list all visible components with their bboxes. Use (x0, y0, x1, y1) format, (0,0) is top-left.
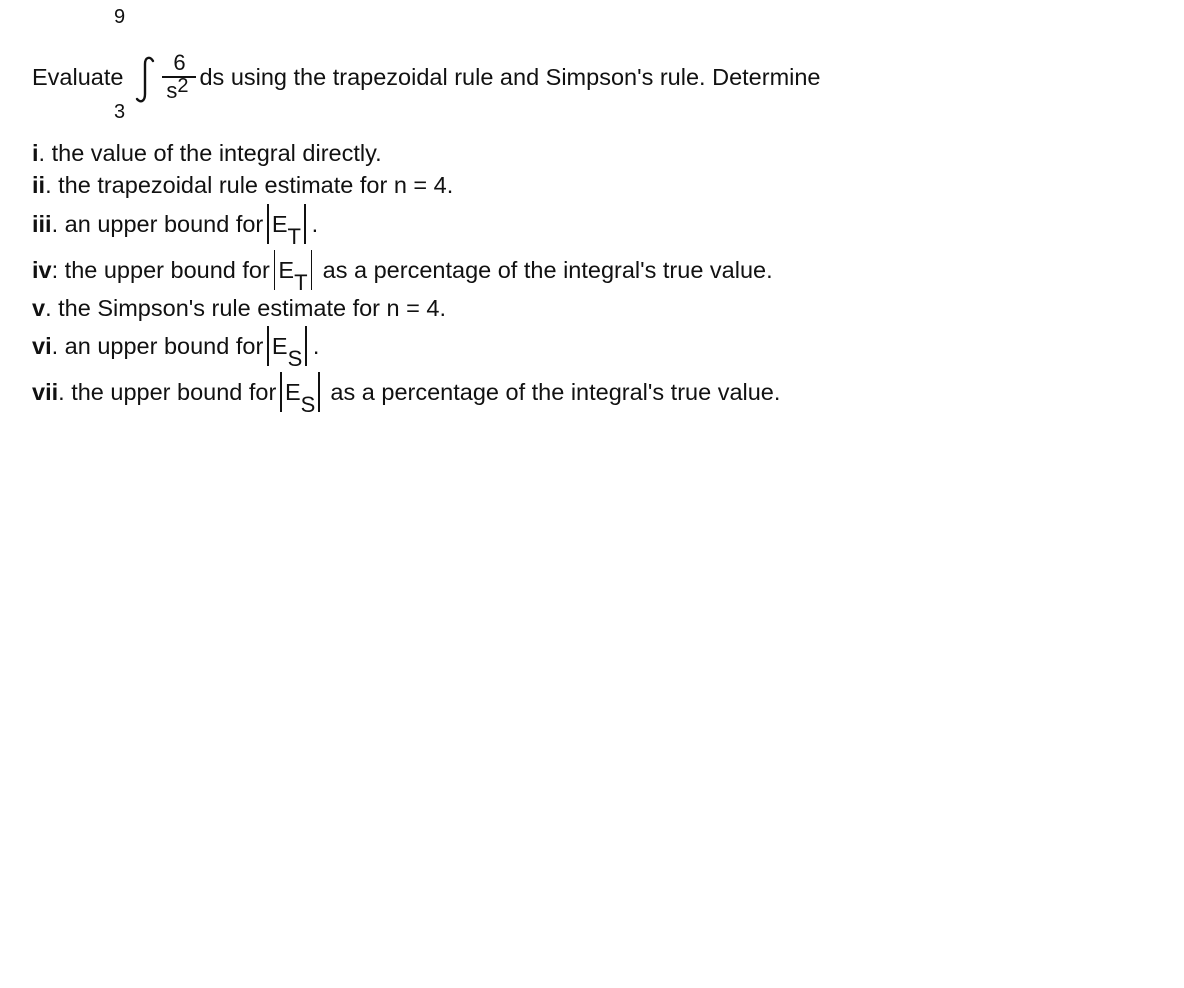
absolute-value (274, 250, 312, 295)
item-separator: . (51, 332, 59, 359)
error-subscript: S (287, 346, 303, 371)
question-item (32, 247, 780, 293)
error-symbol: E (271, 211, 288, 237)
error-symbol: E (271, 333, 288, 359)
prompt-line (32, 14, 821, 140)
item-number: iii (32, 210, 52, 237)
item-number: iv (32, 256, 52, 283)
item-number: ii (32, 171, 46, 198)
item-after-text: . (312, 332, 320, 359)
prompt-lead: Evaluate (32, 63, 124, 90)
question-item (32, 169, 780, 201)
error-symbol: E (284, 379, 301, 405)
integral-sign-icon (129, 14, 163, 140)
error-subscript: T (287, 224, 301, 249)
item-number: vi (32, 332, 52, 359)
abs-bar-right (311, 250, 313, 290)
fraction-numerator: 6 (173, 50, 186, 76)
item-text: the Simpson's rule estimate for n = 4. (51, 294, 446, 321)
item-separator: . (58, 378, 65, 405)
item-after-text: as a percentage of the integral's true value. (316, 256, 773, 283)
item-text: the trapezoidal rule estimate for n = 4. (51, 171, 454, 198)
error-term (269, 333, 305, 371)
integral-differential: ds (199, 63, 225, 90)
item-number: i (32, 140, 39, 166)
question-item (32, 138, 780, 169)
question-item (32, 293, 780, 323)
question-item (32, 201, 780, 247)
absolute-value (280, 372, 320, 417)
absolute-value (267, 326, 307, 371)
item-text: an upper bound for (58, 332, 264, 359)
item-separator: : (51, 256, 59, 283)
integral-lower-limit: 3 (114, 101, 126, 123)
error-term (282, 379, 318, 417)
integral-sign (129, 14, 163, 140)
error-subscript: S (300, 392, 316, 417)
error-term (269, 211, 304, 249)
item-separator: . (45, 171, 52, 198)
error-subscript: T (294, 270, 308, 295)
prompt-trail: using the trapezoidal rule and Simpson's rule. Determine (230, 63, 821, 90)
denominator-base: s (166, 77, 178, 103)
question-item (32, 369, 780, 415)
question-list (32, 138, 780, 415)
item-number: v (32, 294, 46, 321)
error-term (275, 257, 310, 295)
item-text: the value of the integral directly. (45, 140, 382, 166)
item-separator: . (38, 140, 46, 166)
item-text: an upper bound for (58, 210, 264, 237)
denominator-exponent: 2 (177, 74, 189, 97)
item-separator: . (51, 210, 59, 237)
fraction-denominator (166, 74, 192, 103)
integrand-fraction (161, 27, 197, 127)
item-separator: . (45, 294, 52, 321)
item-after-text: as a percentage of the integral's true value. (323, 378, 781, 405)
integral-upper-limit: 9 (114, 6, 126, 28)
item-after-text: . (311, 210, 319, 237)
abs-bar-right (318, 372, 320, 412)
abs-bar-right (305, 326, 307, 366)
item-number: vii (32, 378, 59, 405)
error-symbol: E (278, 257, 295, 283)
absolute-value (267, 204, 305, 249)
question-item (32, 323, 780, 369)
abs-bar-right (304, 204, 306, 244)
item-text: the upper bound for (64, 378, 277, 405)
item-text: the upper bound for (58, 256, 270, 283)
